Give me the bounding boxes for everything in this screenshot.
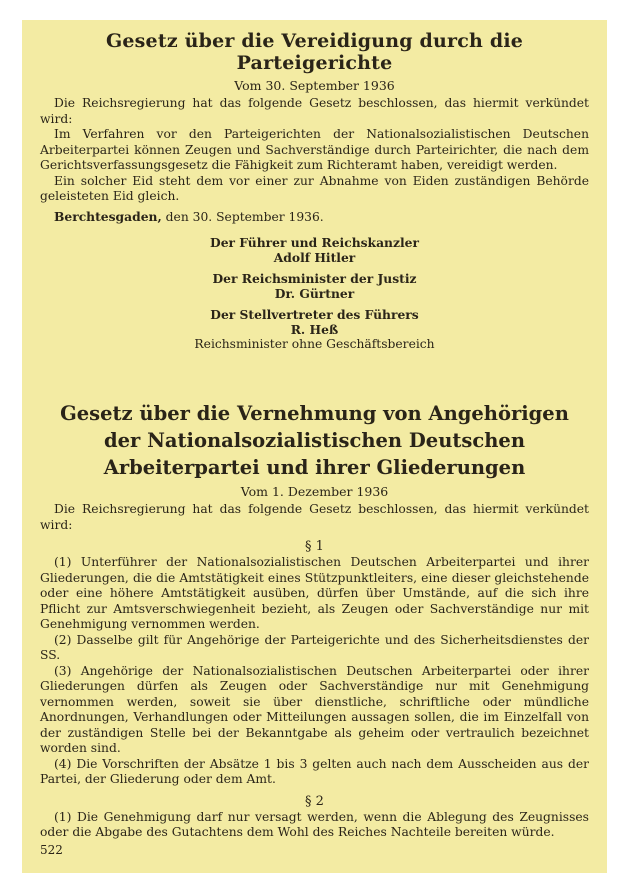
law1-title: Gesetz über die Vereidigung durch die Parteigerichte	[105, 30, 524, 74]
signature-name-hitler: Adolf Hitler	[273, 250, 356, 265]
law1-date: Vom 30. September 1936	[234, 78, 395, 93]
law1-signatures	[40, 235, 589, 352]
law2-intro: Die Reichsregierung hat das folgende Gesetz beschlossen, das hiermit verkündet wird:	[40, 502, 589, 532]
law1-intro: Die Reichsregierung hat das folgende Gesetz beschlossen, das hiermit verkündet wird:	[40, 96, 589, 126]
signature-subtitle-minister: Reichsminister ohne Geschäftsbereich	[194, 337, 435, 351]
document-page	[22, 20, 607, 873]
law1-para1: Im Verfahren vor den Parteigerichten der Nationalsozialistischen Deutschen Arbeiterpartei können Zeugen und Sachverständige durch Parteirichter, die nach dem Gerichtsverfassungsgesetz die Fähigkeit zum Richteramt haben, vereidigt werden.	[40, 127, 589, 172]
signature-title-fuehrer: Der Führer und Reichskanzler	[210, 235, 419, 250]
section-1-para-1: (1) Unterführer der Nationalsozialistischen Deutschen Arbeiterpartei und ihrer Gliederungen, die die Amtstätigkeit eines Stützpunktleiters, eine dieser gleichstehende oder eine höhere Amtstätigkeit ausüben, dürfen über Umstände, auf die sich ihre Pflicht zur Amtsverschwiegenheit bezieht, als Zeugen oder Sachverständige nur mit Genehmigung vernommen werden.	[40, 555, 589, 631]
page-number: 522	[40, 843, 63, 857]
law1-place-line	[40, 209, 589, 226]
signature-title-justice: Der Reichsminister der Justiz	[212, 271, 417, 286]
signature-name-hess: R. Heß	[290, 322, 339, 337]
section-2-para-1: (1) Die Genehmigung darf nur versagt werden, wenn die Ablegung des Zeugnisses oder die Abgabe des Gutachtens dem Wohl des Reiches Nachteile bereiten würde.	[40, 809, 589, 839]
law1-place: Berchtesgaden,	[54, 208, 162, 224]
section-1-para-3: (3) Angehörige der Nationalsozialistischen Deutschen Arbeiterpartei oder ihrer Gliederungen dürfen als Zeugen oder Sachverständige nur mit Genehmigung vernommen werden, soweit sie über dienstliche, schriftliche oder mündliche Anordnungen, Verhandlungen oder Mitteilungen aussagen sollen, die im Einzelfall von der zuständigen Stelle bei der Bekanntgabe als geheim oder vertraulich bezeichnet worden sind.	[40, 663, 589, 755]
section-1-para-4: (4) Die Vorschriften der Absätze 1 bis 3 gelten auch nach dem Ausscheiden aus der Partei, der Gliederung oder dem Amt.	[40, 756, 589, 786]
law1-para2: Ein solcher Eid steht dem vor einer zur Abnahme von Eiden zuständigen Behörde geleisteten Eid gleich.	[40, 173, 589, 203]
law2-date: Vom 1. Dezember 1936	[240, 484, 389, 499]
law2-title: Gesetz über die Vernehmung von Angehörigen der Nationalsozialistischen Deutschen Arbeiterpartei und ihrer Gliederungen	[60, 402, 569, 479]
signature-name-guertner: Dr. Gürtner	[274, 286, 355, 301]
signature-title-deputy: Der Stellvertreter des Führers	[210, 307, 419, 322]
law1-place-date: den 30. September 1936.	[161, 209, 324, 224]
section-1-para-2: (2) Dasselbe gilt für Angehörige der Parteigerichte und des Sicherheitsdienstes der SS.	[40, 632, 589, 662]
section-2-heading: § 2	[305, 793, 324, 809]
section-1-heading: § 1	[305, 539, 324, 554]
